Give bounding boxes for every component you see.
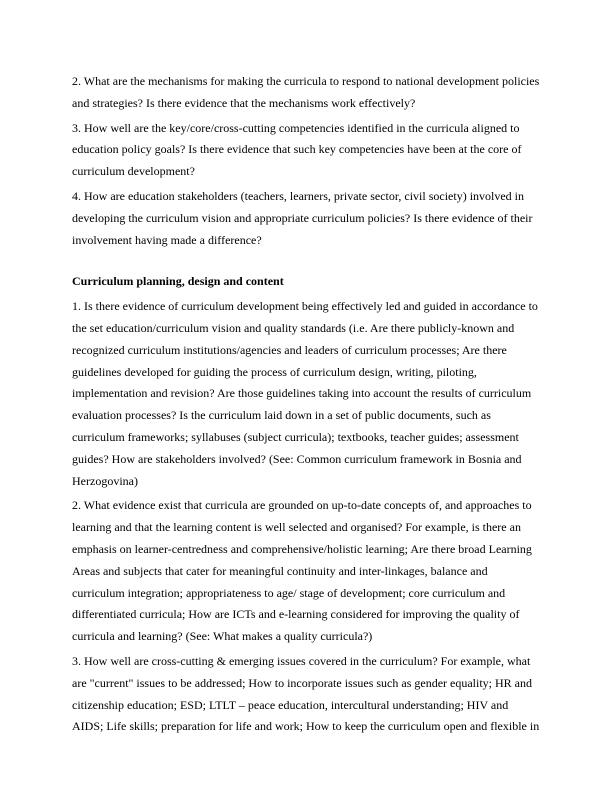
text-line: the set education/curriculum vision and quality standards (i.e. Are there publicly-known and <box>72 320 515 335</box>
text-line: 3. How well are the key/core/cross-cutting competencies identified in the curricula aligned to <box>72 120 520 135</box>
question-2-learning-content <box>72 495 540 648</box>
text-line: guides? How are stakeholders involved? (See: Common curriculum framework in Bosnia and <box>72 451 522 466</box>
section-heading-curriculum-planning <box>72 271 540 293</box>
text-line: citizenship education; ESD; LTLT – peace education, intercultural understanding; HIV and <box>72 697 509 712</box>
text-line: 1. Is there evidence of curriculum development being effectively led and guided in accordance to <box>72 299 538 314</box>
question-1-curriculum-development <box>72 296 540 492</box>
question-4-stakeholders <box>72 186 540 251</box>
text-line: curriculum integration; appropriateness to age/ stage of development; core curriculum and <box>72 585 506 600</box>
text-line: AIDS; Life skills; preparation for life and work; How to keep the curriculum open and flexible in <box>72 719 540 734</box>
text-line: involvement having made a difference? <box>72 232 262 247</box>
question-2-mechanisms <box>72 71 540 115</box>
text-line: education policy goals? Is there evidence that such key competencies have been at the core of <box>72 142 522 157</box>
text-line: 3. How well are cross-cutting & emerging issues covered in the curriculum? For example, what <box>72 653 531 668</box>
text-line: Herzogovina) <box>72 473 138 488</box>
text-line: Areas and subjects that cater for meaningful continuity and inter-linkages, balance and <box>72 563 488 578</box>
document-content <box>72 71 540 741</box>
text-line: and strategies? Is there evidence that the mechanisms work effectively? <box>72 95 416 110</box>
text-line: differentiated curricula; How are ICTs and e-learning considered for improving the quality of <box>72 607 520 622</box>
question-3-competencies <box>72 118 540 183</box>
text-line: 4. How are education stakeholders (teachers, learners, private sector, civil society) involved in <box>72 188 525 203</box>
text-line: 2. What evidence exist that curricula are grounded on up-to-date concepts of, and approaches to <box>72 498 532 513</box>
text-line: guidelines developed for guiding the process of curriculum design, writing, piloting, <box>72 364 477 379</box>
text-line: learning and that the learning content is well selected and organised? For example, is there an <box>72 520 521 535</box>
heading-line: Curriculum planning, design and content <box>72 274 284 289</box>
text-line: 2. What are the mechanisms for making the curricula to respond to national development policies <box>72 74 540 88</box>
text-line: emphasis on learner-centredness and comprehensive/holistic learning; Are there broad Learning <box>72 541 532 556</box>
text-line: curriculum frameworks; syllabuses (subject curricula); textbooks, teacher guides; assessment <box>72 429 519 444</box>
question-3-crosscutting-issues <box>72 651 540 738</box>
text-line: recognized curriculum institutions/agencies and leaders of curriculum processes; Are there <box>72 342 507 357</box>
text-line: developing the curriculum vision and appropriate curriculum policies? Is there evidence of their <box>72 210 533 225</box>
text-line: curriculum development? <box>72 164 195 179</box>
text-line: curricula and learning? (See: What makes a quality curricula?) <box>72 629 373 644</box>
text-line: implementation and revision? Are those guidelines taking into account the results of curriculum <box>72 386 532 401</box>
text-line: evaluation processes? Is the curriculum laid down in a set of public documents, such as <box>72 408 491 423</box>
text-line: are "current" issues to be addressed; How to incorporate issues such as gender equality; HR and <box>72 675 533 690</box>
